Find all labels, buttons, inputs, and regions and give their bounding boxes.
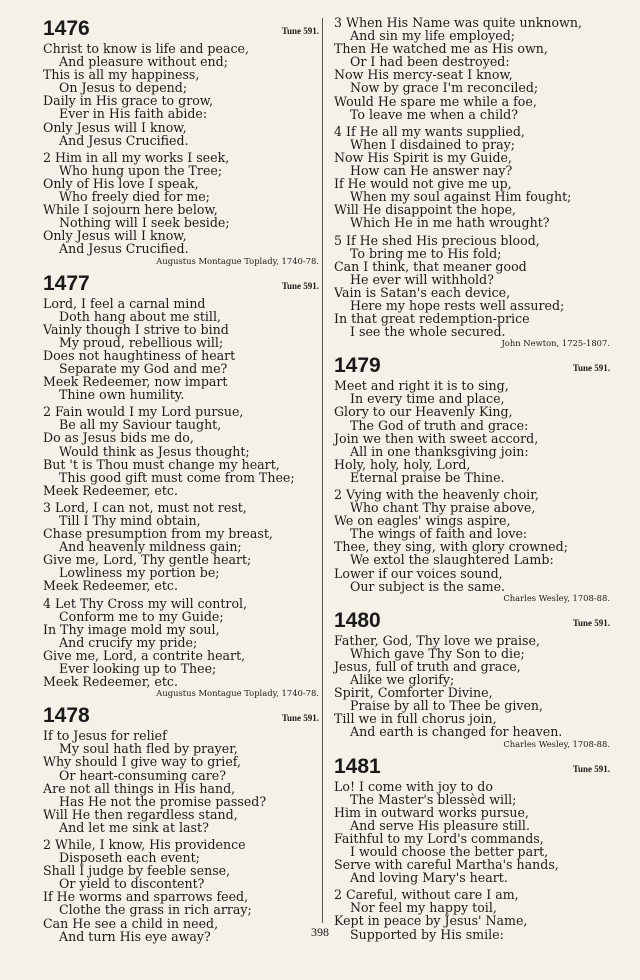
verse-line: Or yield to discontent? — [59, 876, 205, 892]
verse-line: Chase presumption from my breast, — [43, 526, 273, 542]
verse-line: Only of His love I speak, — [43, 175, 199, 191]
verse-line: In that great redemption-price — [334, 311, 530, 327]
verse-line: Here my hope rests well assured; — [350, 297, 565, 313]
author-attribution: Augustus Montague Toplady, 1740-78. — [156, 255, 319, 266]
verse-line: Faithful to my Lord's commands, — [334, 830, 544, 846]
verse-line: And Jesus Crucified. — [59, 132, 189, 148]
hymn-block — [43, 271, 319, 700]
verse-line: Ever looking up to Thee; — [59, 661, 217, 677]
verse-line: We extol the slaughtered Lamb: — [350, 552, 554, 568]
verse-line: Our subject is the same. — [350, 578, 506, 594]
verse-line: Do as Jesus bids me do, — [43, 430, 194, 446]
verse-line: Clothe the grass in rich array; — [59, 902, 252, 918]
hymn-number: 1477 — [43, 271, 90, 295]
verse-line: He ever will withhold? — [350, 271, 494, 287]
verse-line: Serve with careful Martha's hands, — [334, 857, 559, 873]
verse-line: If He would not give me up, — [334, 176, 512, 192]
verse-line: Separate my God and me? — [59, 360, 228, 376]
verse-line: Him in outward works pursue, — [334, 804, 529, 820]
verse-line: This good gift must come from Thee; — [59, 469, 295, 485]
hymn-header — [334, 608, 610, 634]
verse-line: Who freely died for me; — [59, 189, 210, 205]
hymn-block — [334, 16, 610, 349]
verse-line: 2 Careful, without care I am, — [334, 887, 519, 903]
verse-line: My soul hath fled by prayer, — [59, 741, 238, 757]
verse-line: Would He spare me while a foe, — [334, 93, 537, 109]
verse-line: Meek Redeemer, etc. — [43, 674, 178, 690]
verse-line: All in one thanksgiving join: — [350, 443, 529, 459]
hymn-number: 1481 — [334, 754, 381, 778]
verse-line: Thee, they sing, with glory crowned; — [334, 539, 568, 555]
verse-line: To leave me when a child? — [350, 106, 518, 122]
hymn-number: 1480 — [334, 608, 381, 632]
author-attribution: Augustus Montague Toplady, 1740-78. — [156, 688, 319, 699]
verse-line: Has He not the promise passed? — [59, 793, 267, 809]
hymn-header — [334, 353, 610, 379]
verse-line: And heavenly mildness gain; — [59, 539, 242, 555]
verse-line: If to Jesus for relief — [43, 728, 167, 744]
verse-line: Till I Thy mind obtain, — [59, 513, 201, 528]
hymn-header — [43, 16, 319, 42]
verse-line: While I sojourn here below, — [43, 202, 218, 218]
column-divider — [322, 18, 323, 923]
verse-line: Eternal praise be Thine. — [350, 469, 505, 485]
verse-line: And serve His pleasure still. — [350, 817, 530, 833]
verse-line: Thine own humility. — [59, 387, 185, 403]
verse-line: Meek Redeemer, now impart — [43, 374, 228, 390]
verse-line: Can He see a child in need, — [43, 915, 219, 931]
verse-line: Supported by His smile: — [350, 926, 504, 942]
verse-line: And pleasure without end; — [59, 54, 228, 70]
verse-line: Nor feel my happy toil, — [350, 900, 497, 916]
verse-line: Will He disappoint the hope, — [334, 202, 517, 218]
verse-line: In Thy image mold my soul, — [43, 621, 220, 637]
verse-line: And sin my life employed; — [350, 28, 516, 44]
verse-line: Lo! I come with joy to do — [334, 778, 493, 794]
hymn-number: 1476 — [43, 17, 90, 40]
tune-reference: Tune 591. — [572, 363, 610, 374]
verse-line: Meet and right it is to sing, — [334, 378, 509, 394]
hymn-block — [334, 754, 610, 941]
hymn-number: 1478 — [43, 704, 90, 728]
verse-line: Alike we glorify; — [350, 672, 455, 688]
verse-line: How can He answer nay? — [350, 163, 513, 179]
verse-line: 4 If He all my wants supplied, — [334, 123, 525, 139]
verse-line: 5 If He shed His precious blood, — [334, 232, 540, 248]
verse-line: Glory to our Heavenly King, — [334, 404, 513, 420]
verse-line: Now His Spirit is my Guide, — [334, 149, 512, 165]
verse-line: And let me sink at last? — [59, 819, 209, 835]
verse-line: Conform me to my Guide; — [59, 608, 224, 624]
verse-line: And earth is changed for heaven. — [350, 724, 563, 740]
verse-line: Only Jesus will I know, — [43, 119, 187, 135]
verse-line: Or heart-consuming care? — [59, 767, 227, 783]
verse-line: Who hung upon the Tree; — [59, 162, 223, 178]
verse-line: The Master's blessèd will; — [350, 791, 517, 807]
verse-line: Jesus, full of truth and grace, — [334, 658, 521, 674]
author-attribution: John Newton, 1725-1807. — [501, 338, 610, 349]
verse-line: This is all my happiness, — [43, 67, 200, 83]
verse-line: And turn His eye away? — [59, 928, 211, 944]
verse-line: Give me, Lord, Thy gentle heart; — [43, 552, 252, 568]
verse-line: Meek Redeemer, etc. — [43, 578, 178, 594]
verse-line: My proud, rebellious will; — [59, 334, 224, 350]
verse-line: Now His mercy-seat I know, — [334, 67, 513, 83]
verse-line: Nothing will I seek beside; — [59, 215, 230, 231]
tune-reference: Tune 591. — [572, 617, 610, 628]
left-column — [43, 16, 319, 943]
verse-line: The God of truth and grace: — [350, 417, 529, 433]
hymn-block — [43, 16, 319, 267]
verse-line: Spirit, Comforter Divine, — [334, 685, 493, 701]
verse-line: 2 Vying with the heavenly choir, — [334, 487, 539, 502]
verse-line: In every time and place, — [350, 391, 505, 407]
tune-reference: Tune 591. — [281, 713, 319, 724]
verse-line: 2 While, I know, His providence — [43, 836, 246, 852]
verse-line: Join we then with sweet accord, — [334, 430, 539, 446]
verse-line: When my soul against Him fought; — [350, 189, 572, 205]
verse-line: Can I think, that meaner good — [334, 258, 527, 274]
verse-line: Holy, holy, holy, Lord, — [334, 456, 471, 472]
tune-reference: Tune 591. — [281, 280, 319, 291]
verse-line: Shall I judge by feeble sense, — [43, 863, 231, 879]
verse-line: Lord, I feel a carnal mind — [43, 295, 206, 311]
verse-line: Christ to know is life and peace, — [43, 41, 249, 56]
verse-line: Then He watched me as His own, — [334, 41, 548, 57]
verse-line: Kept in peace by Jesus' Name, — [334, 913, 528, 929]
verse-line: Will He then regardless stand, — [43, 806, 238, 822]
verse-line: Vainly though I strive to bind — [43, 321, 229, 337]
verse-line: I would choose the better part, — [350, 843, 549, 859]
verse-line: And Jesus Crucified. — [59, 241, 189, 257]
verse-line: Does not haughtiness of heart — [43, 347, 236, 363]
hymn-header — [43, 271, 319, 297]
page-number: 398 — [311, 925, 329, 939]
verse-line: Why should I give way to grief, — [43, 754, 242, 770]
verse-line: Praise by all to Thee be given, — [350, 698, 544, 714]
verse-line: Be all my Saviour taught, — [59, 417, 222, 433]
verse-line: On Jesus to depend; — [59, 80, 188, 96]
verse-line: Give me, Lord, a contrite heart, — [43, 647, 246, 663]
verse-line: Meek Redeemer, etc. — [43, 482, 178, 498]
verse-line: Which gave Thy Son to die; — [350, 645, 525, 661]
right-column — [334, 16, 610, 941]
verse-line: Till we in full chorus join, — [334, 711, 497, 727]
verse-line: 2 Fain would I my Lord pursue, — [43, 404, 244, 420]
author-attribution: Charles Wesley, 1708-88. — [503, 592, 610, 603]
verse-line: I see the whole secured. — [350, 324, 506, 340]
verse-line: Lowliness my portion be; — [59, 565, 220, 581]
verse-line: Who chant Thy praise above, — [350, 500, 536, 516]
verse-line: Ever in His faith abide: — [59, 106, 208, 122]
verse-line: 3 Lord, I can not, must not rest, — [43, 499, 247, 515]
hymn-block — [334, 608, 610, 750]
tune-reference: Tune 591. — [572, 763, 610, 774]
hymn-number: 1479 — [334, 354, 381, 378]
verse-line: When I disdained to pray; — [350, 136, 515, 152]
verse-line: Father, God, Thy love we praise, — [334, 632, 540, 648]
verse-line: Disposeth each event; — [59, 850, 200, 866]
verse-line: Now by grace I'm reconciled; — [350, 80, 539, 96]
verse-line: But 't is Thou must change my heart, — [43, 456, 280, 472]
verse-line: Lower if our voices sound, — [334, 565, 503, 581]
verse-line: We on eagles' wings aspire, — [334, 513, 511, 529]
tune-reference: Tune 591. — [281, 26, 319, 36]
verse-line: Only Jesus will I know, — [43, 228, 187, 244]
verse-line: If He worms and sparrows feed, — [43, 889, 249, 905]
hymn-block — [43, 703, 319, 943]
verse-line: Daily in His grace to grow, — [43, 93, 214, 109]
verse-line: To bring me to His fold; — [350, 245, 502, 261]
author-attribution: Charles Wesley, 1708-88. — [503, 738, 610, 749]
verse-line: 2 Him in all my works I seek, — [43, 149, 230, 165]
verse-line: And crucify my pride; — [59, 634, 198, 650]
verse-line: Doth hang about me still, — [59, 308, 221, 324]
verse-line: And loving Mary's heart. — [350, 870, 508, 886]
verse-line: Or I had been destroyed: — [350, 54, 510, 70]
hymn-header — [43, 703, 319, 729]
verse-line: Are not all things in His hand, — [43, 780, 236, 796]
verse-line: Would think as Jesus thought; — [59, 443, 250, 459]
hymn-block — [334, 353, 610, 604]
verse-line: The wings of faith and love: — [350, 526, 528, 542]
verse-line: Which He in me hath wrought? — [350, 215, 550, 231]
hymn-header — [334, 754, 610, 780]
verse-line: Vain is Satan's each device, — [334, 284, 511, 300]
verse-line: 3 When His Name was quite unknown, — [334, 15, 582, 30]
verse-line: 4 Let Thy Cross my will control, — [43, 595, 248, 611]
